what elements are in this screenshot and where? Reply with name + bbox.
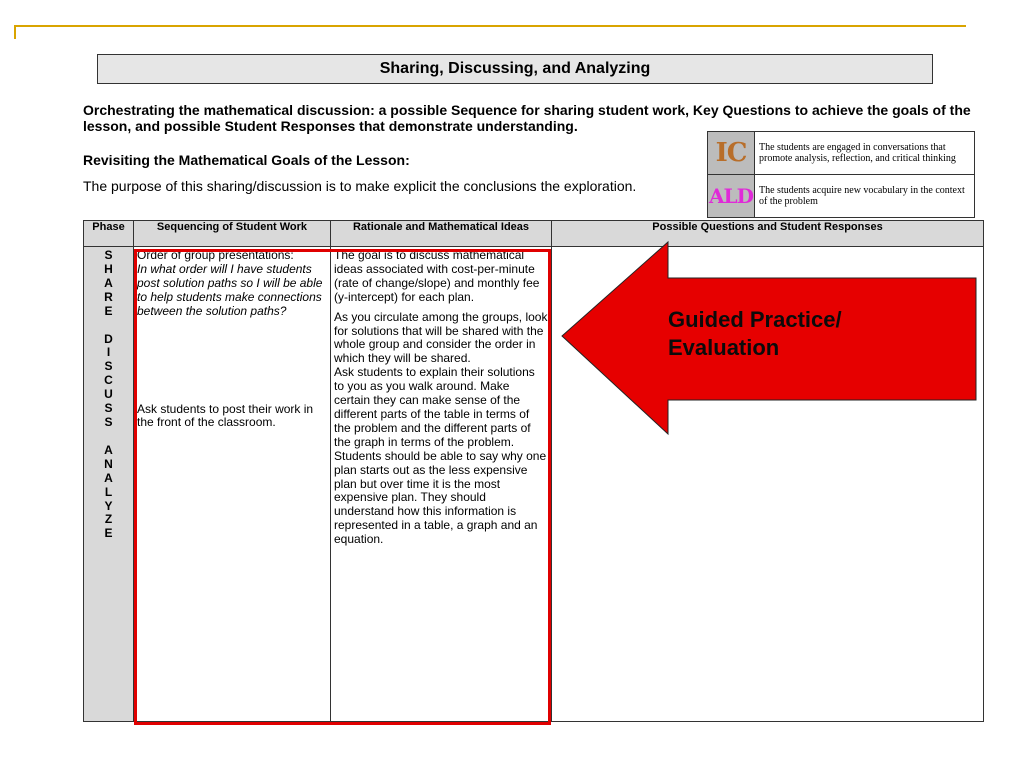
sequencing-order: Order of group presentations:	[137, 248, 294, 262]
phase-letter: N	[104, 456, 113, 471]
legend-row-ald	[708, 175, 975, 218]
sequencing-cell	[134, 247, 331, 722]
phase-letter: H	[104, 261, 113, 276]
goals-heading: Revisiting the Mathematical Goals of the Lesson:	[83, 152, 410, 168]
phase-letter: D	[104, 331, 113, 346]
legend-table	[707, 131, 975, 218]
phase-cell	[84, 247, 134, 722]
left-rule	[14, 25, 16, 39]
phase-letter: A	[104, 470, 113, 485]
phase-letter: A	[104, 275, 113, 290]
legend-row-ic	[708, 132, 975, 175]
phase-letter: C	[104, 373, 113, 388]
rationale-circulate: As you circulate among the groups, look for solutions that will be shared with the whole group and consider the order in which they will be shared.	[334, 309, 548, 366]
phase-letter: E	[104, 303, 113, 318]
header-sequencing: Sequencing of Student Work	[134, 221, 331, 247]
rationale-cell	[331, 247, 552, 722]
top-rule	[14, 25, 966, 27]
phase-letter: A	[104, 442, 113, 457]
phase-letter: Z	[104, 512, 113, 527]
ic-logo-icon: IC	[708, 132, 755, 175]
rationale-goal: The goal is to discuss mathematical ideas associated with cost-per-minute (rate of change/slope) and monthly fee (y-intercept) for each plan.	[334, 248, 540, 304]
rationale-explain: Ask students to explain their solutions to you as you walk around. Make certain they can make sense of the different parts of the table in terms of the problem and the different parts of the graph in terms of the problem.	[334, 365, 535, 449]
phase-letter: R	[104, 289, 113, 304]
callout-line1: Guided Practice/	[668, 307, 842, 332]
phase-letter: S	[104, 414, 113, 429]
rationale-plans: Students should be able to say why one plan starts out as the less expensive plan but over time it is the most expensive plan. They should understand how this information is represented in a table, a graph and an equation.	[334, 448, 547, 547]
purpose-text: The purpose of this sharing/discussion is to make explicit the conclusions the exploration.	[83, 178, 637, 194]
intro-text: Orchestrating the mathematical discussion: a possible Sequence for sharing student work, Key Questions to achieve the goals of the lesson, and possible Student Responses that demonstrate understanding.	[83, 102, 971, 134]
phase-letter: U	[104, 387, 113, 402]
callout-label	[668, 306, 842, 362]
phase-letter: S	[104, 248, 113, 262]
phase-letter: S	[104, 401, 113, 416]
legend-ald-text: The students acquire new vocabulary in the context of the problem	[755, 175, 975, 218]
phase-letter: E	[104, 526, 113, 541]
sequencing-question: In what order will I have students post solution paths so I will be able to help students make connections between the solution paths?	[137, 261, 323, 318]
phase-letter: S	[104, 359, 113, 374]
phase-letter	[87, 430, 130, 444]
header-questions: Possible Questions and Student Responses	[552, 221, 984, 247]
phase-letter: L	[104, 484, 113, 499]
legend-ic-text: The students are engaged in conversations that promote analysis, reflection, and critical thinking	[755, 132, 975, 175]
ald-logo-icon: ALD	[708, 175, 755, 218]
phase-letter: Y	[104, 498, 113, 513]
phase-letter	[87, 319, 130, 333]
callout-line2: Evaluation	[668, 335, 780, 360]
page-title: Sharing, Discussing, and Analyzing	[97, 54, 933, 84]
phase-letter: I	[106, 345, 111, 360]
header-rationale: Rationale and Mathematical Ideas	[331, 221, 552, 247]
header-phase: Phase	[84, 221, 134, 247]
sequencing-post-work: Ask students to post their work in the front of the classroom.	[137, 401, 314, 430]
